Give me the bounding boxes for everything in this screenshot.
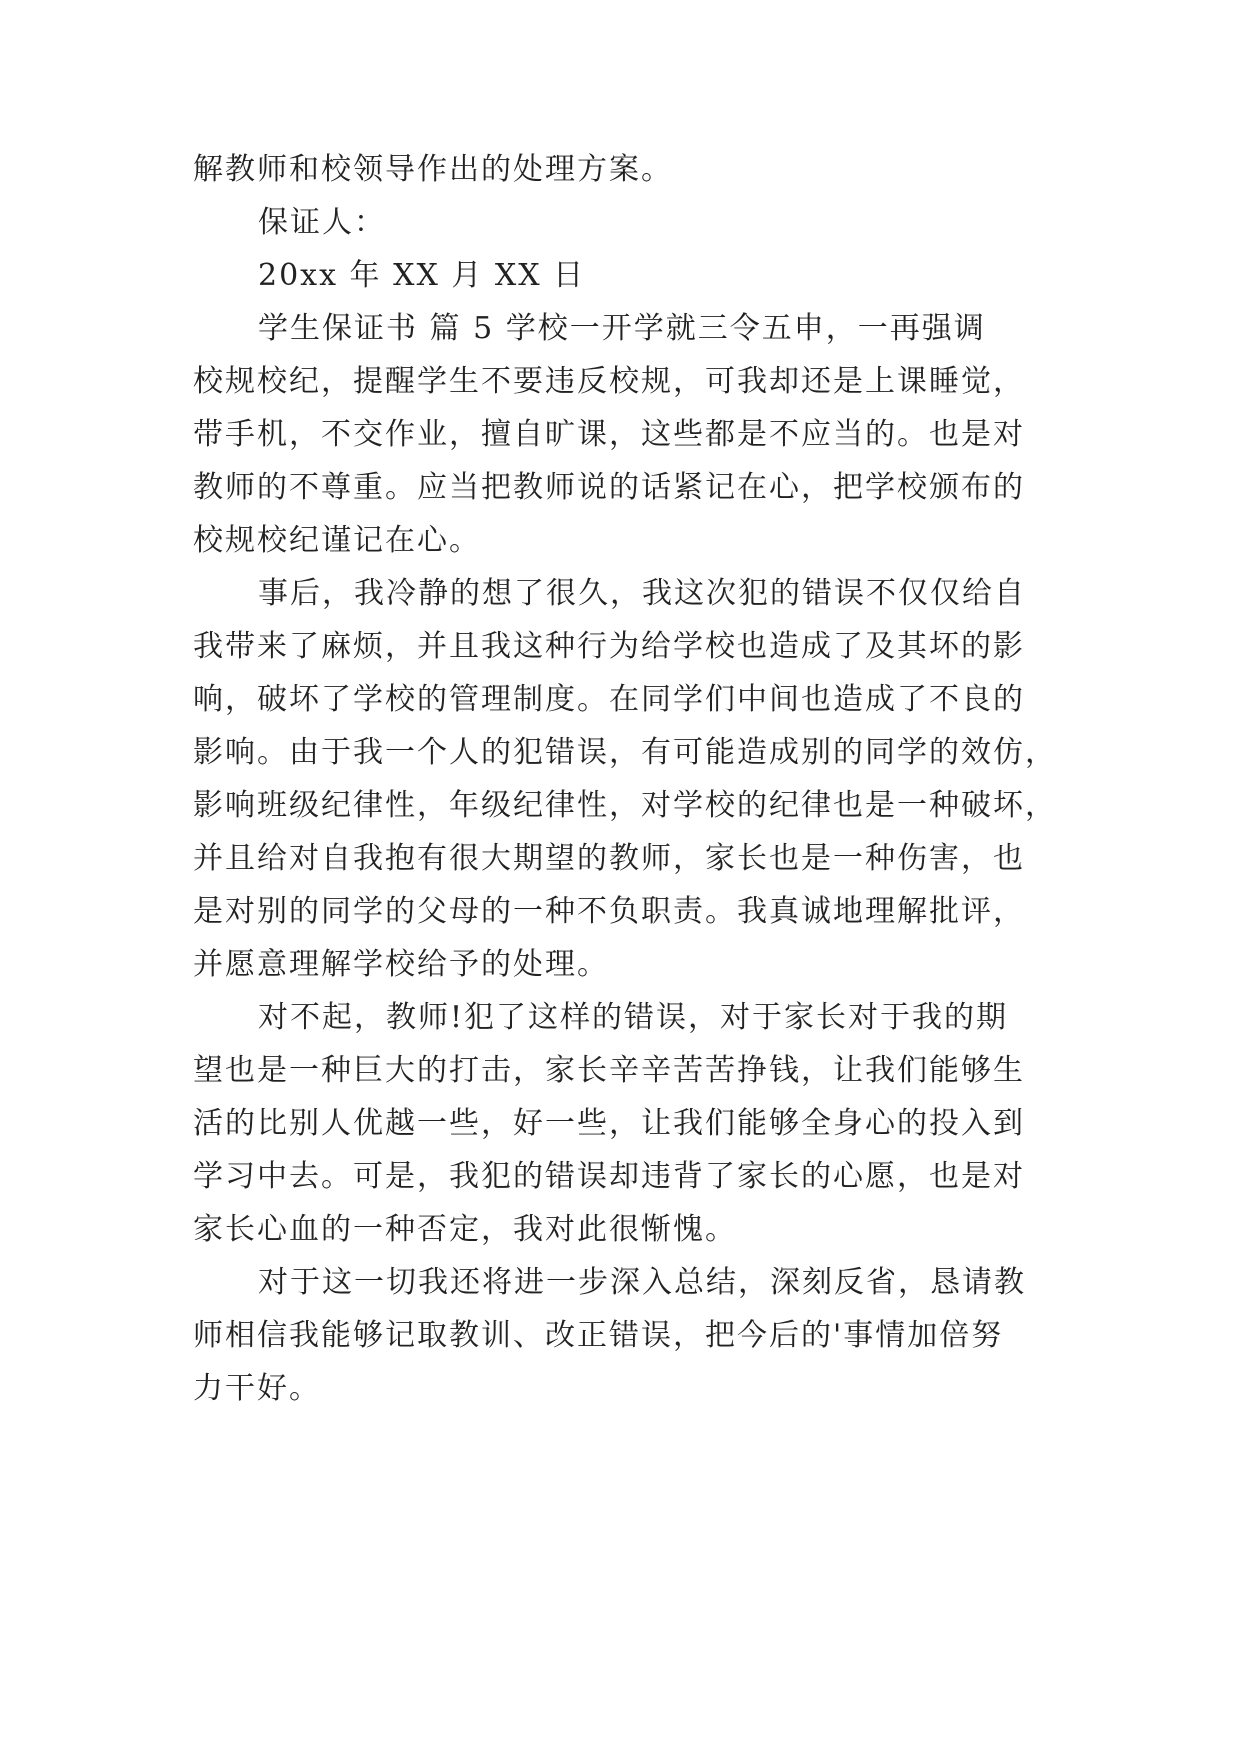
text-line: 教师的不尊重。应当把教师说的话紧记在心，把学校颁布的 [193,470,1025,505]
text-line: 是对别的同学的父母的一种不负职责。我真诚地理解批评， [193,894,1025,929]
text-line: 解教师和校领导作出的处理方案。 [193,152,673,187]
text-line: 我带来了麻烦，并且我这种行为给学校也造成了及其坏的影 [193,629,1025,664]
text-line: 家长心血的一种否定，我对此很惭愧。 [193,1212,737,1247]
text-line: 活的比别人优越一些，好一些，让我们能够全身心的投入到 [193,1106,1025,1141]
paragraph-start: 事后，我冷静的想了很久，我这次犯的错误不仅仅给自 [258,576,1026,611]
text-line: 学习中去。可是，我犯的错误却违背了家长的心愿，也是对 [193,1159,1025,1194]
section-heading-line: 学生保证书 篇 5 学校一开学就三令五申，一再强调 [258,311,986,346]
date-line: 20xx 年 XX 月 XX 日 [258,258,586,293]
text-line: 师相信我能够记取教训、改正错误，把今后的'事情加倍努 [193,1318,1004,1353]
paragraph-start: 对不起，教师!犯了这样的错误，对于家长对于我的期 [258,1000,1009,1035]
text-line: 并且给对自我抱有很大期望的教师，家长也是一种伤害，也 [193,841,1025,876]
guarantor-label: 保证人： [258,205,386,240]
text-line: 校规校纪谨记在心。 [193,523,481,558]
text-line: 校规校纪，提醒学生不要违反校规，可我却还是上课睡觉， [193,364,1025,399]
text-line: 望也是一种巨大的打击，家长辛辛苦苦挣钱，让我们能够生 [193,1053,1025,1088]
paragraph-start: 对于这一切我还将进一步深入总结，深刻反省，恳请教 [258,1265,1026,1300]
text-line: 力干好。 [193,1371,321,1406]
text-line: 影响。由于我一个人的犯错误，有可能造成别的同学的效仿， [193,735,1057,770]
text-line: 并愿意理解学校给予的处理。 [193,947,609,982]
text-line: 影响班级纪律性，年级纪律性，对学校的纪律也是一种破坏， [193,788,1057,823]
text-line: 带手机，不交作业，擅自旷课，这些都是不应当的。也是对 [193,417,1025,452]
text-line: 响，破坏了学校的管理制度。在同学们中间也造成了不良的 [193,682,1025,717]
